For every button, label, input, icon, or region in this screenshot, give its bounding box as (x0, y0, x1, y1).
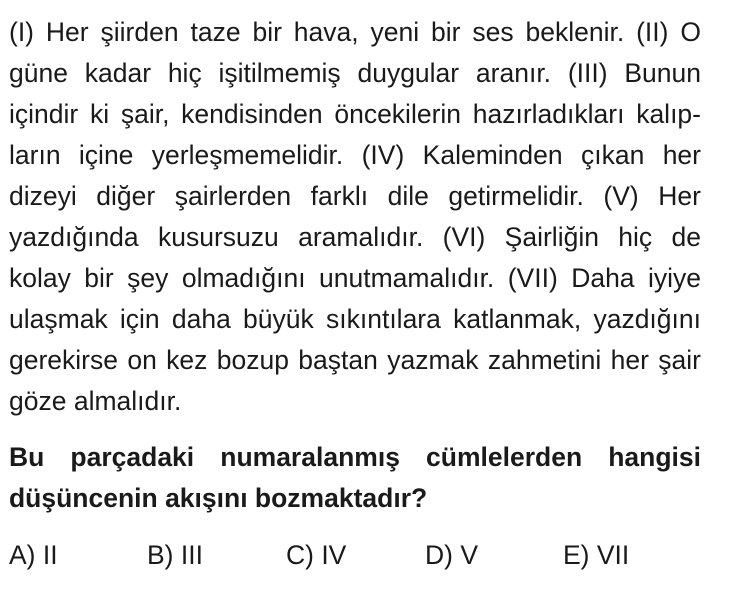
option-d[interactable]: D) V (425, 540, 478, 570)
option-c[interactable]: C) IV (286, 540, 347, 570)
option-e[interactable]: E) VII (563, 540, 630, 570)
passage-line: güne kadar hiç işitilmemiş duygular aranır. (III) Bunun (9, 58, 701, 88)
passage-line: ulaşmak için daha büyük sıkıntılara katlanmak, yazdığını (9, 304, 701, 334)
option-a[interactable]: A) II (9, 540, 58, 570)
passage-line: ların içine yerleşmemelidir. (IV) Kaleminden çıkan her (9, 140, 701, 170)
option-b[interactable]: B) III (147, 540, 203, 570)
passage-line: (I) Her şiirden taze bir hava, yeni bir ses beklenir. (II) O (9, 17, 701, 47)
passage-line: kolay bir şey olmadığını unutmamalıdır. (VII) Daha iyiye (9, 263, 701, 293)
question-line: düşüncenin akışını bozmaktadır? (9, 483, 428, 513)
passage-line: gerekirse on kez bozup baştan yazmak zahmetini her şair (9, 345, 701, 375)
passage-line: yazdığında kusursuzu aramalıdır. (VI) Şairliğin hiç de (9, 222, 701, 252)
passage-line: içindir ki şair, kendisinden öncekilerin hazırladıkları kalıp- (9, 99, 701, 129)
passage-line: dizeyi diğer şairlerden farklı dile getirmelidir. (V) Her (9, 181, 701, 211)
question-line: Bu parçadaki numaralanmış cümlelerden hangisi (9, 442, 701, 472)
passage-line: göze almalıdır. (9, 386, 182, 416)
